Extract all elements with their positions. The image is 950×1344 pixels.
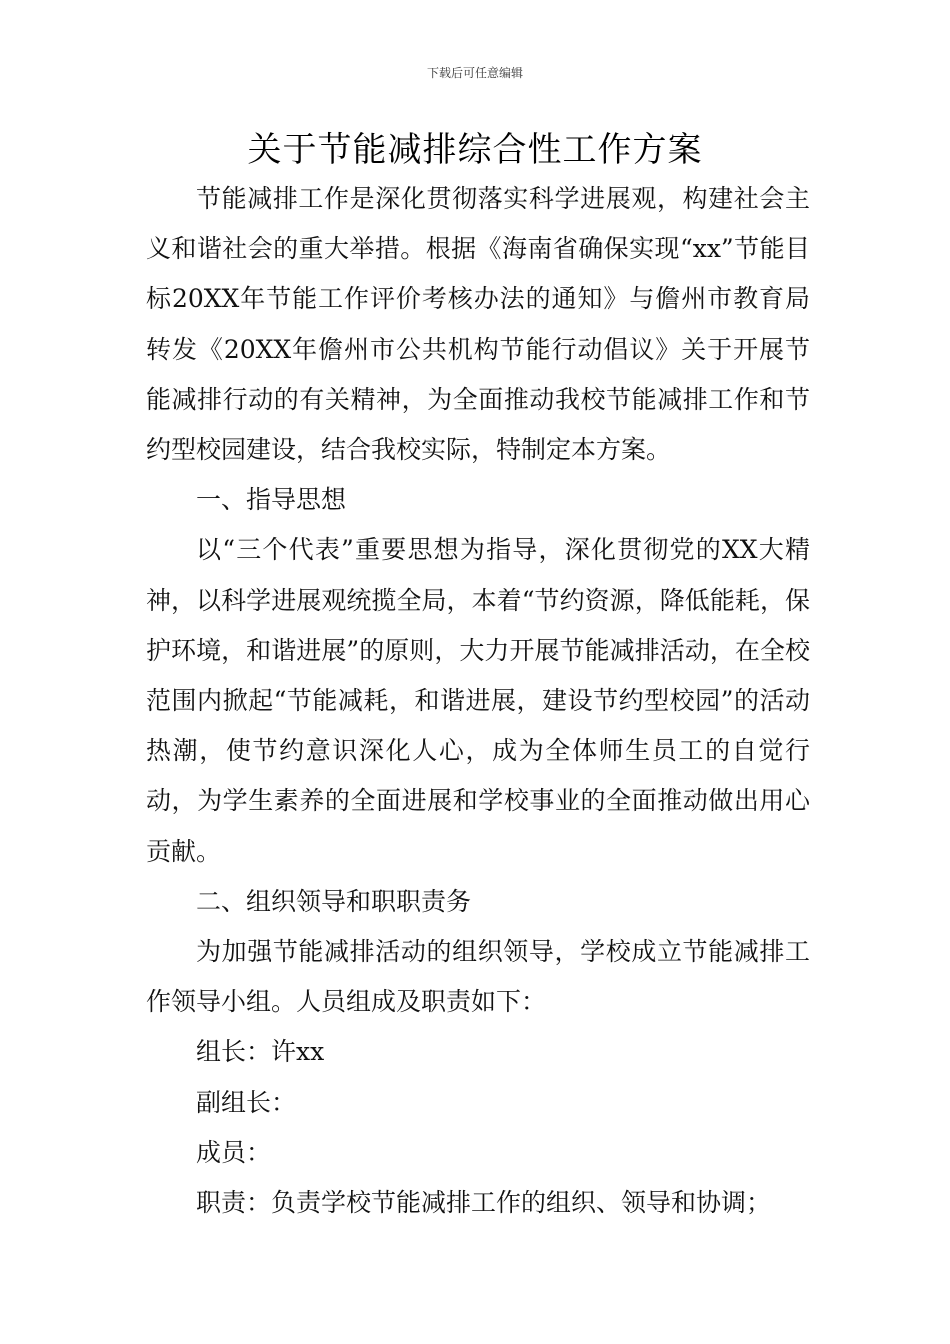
leader-line: 组长：许xx [196, 1037, 325, 1067]
document-title: 关于节能减排综合性工作方案 [247, 130, 703, 170]
intro-paragraph: 节能减排工作是深化贯彻落实科学进展观，构建社会主义和谐社会的重大举措。根据《海南省确保实现“xx”节能目标20XX年节能工作评价考核办法的通知》与儋州市教育局转发《20XX年儋州市公共机构节能行动倡议》关于开展节能减排行动的有关精神，为全面推动我校节能减排工作和节约型校园建设，结合我校实际，特制定本方案。 [146, 184, 810, 465]
organization-paragraph: 为加强节能减排活动的组织领导，学校成立节能减排工作领导小组。人员组成及职责如下： [146, 937, 810, 1017]
duties-line: 职责：负责学校节能减排工作的组织、领导和协调； [196, 1188, 772, 1218]
guiding-ideology-paragraph: 以“三个代表”重要思想为指导，深化贯彻党的XX大精神，以科学进展观统揽全局，本着“节约资源，降低能耗，保护环境，和谐进展”的原则，大力开展节能减排活动，在全校范围内掀起“节能减耗，和谐进展，建设节约型校园”的活动热潮，使节约意识深化人心，成为全体师生员工的自觉行动，为学生素养的全面进展和学校事业的全面推动做出用心贡献。 [146, 535, 810, 866]
deputy-leader-line: 副组长： [196, 1087, 297, 1117]
section-heading-guiding-ideology: 一、指导思想 [196, 485, 347, 515]
header-note: 下载后可任意编辑 [426, 66, 523, 80]
section-heading-organization: 二、组织领导和职职责务 [196, 886, 472, 916]
members-line: 成员： [196, 1137, 272, 1167]
document-body [146, 174, 810, 1228]
